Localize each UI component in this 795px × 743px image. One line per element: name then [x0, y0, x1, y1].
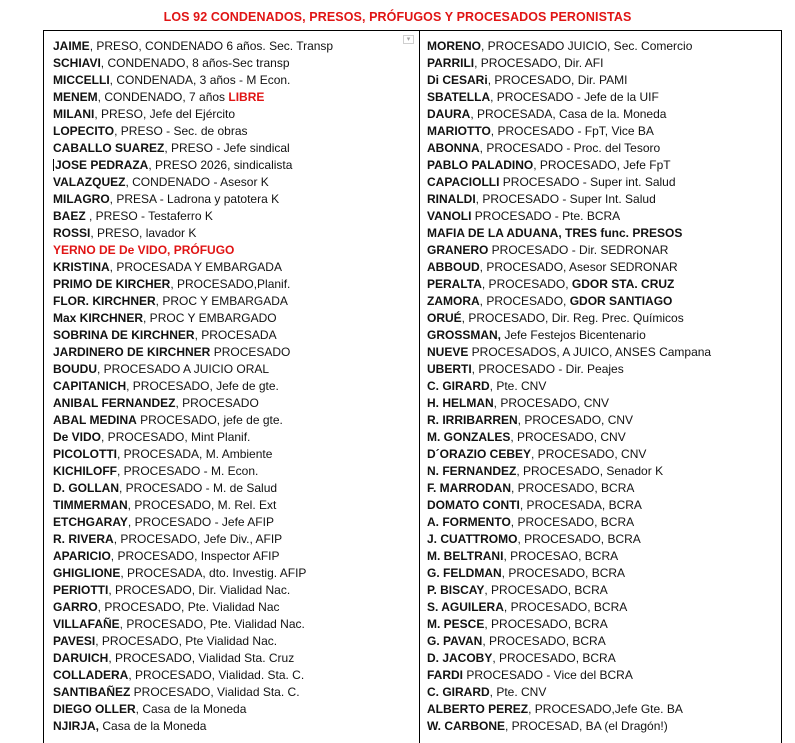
- entry-name: NUEVE: [427, 345, 469, 359]
- entry-name: Di CESARi: [427, 73, 488, 87]
- entry-name: D. GOLLAN: [53, 481, 119, 495]
- list-item: [427, 718, 777, 735]
- list-item: [53, 429, 413, 446]
- entry-name: PRIMO DE KIRCHER: [53, 277, 171, 291]
- list-item: [427, 106, 777, 123]
- entry-name: PARRILI: [427, 56, 475, 70]
- entry-name: JAIME: [53, 39, 90, 53]
- entry-status: , CONDENADA, 3 años - M Econ.: [109, 73, 291, 87]
- entry-status: , PROCESADO - M. de Salud: [119, 481, 278, 495]
- entry-name: GARRO: [53, 600, 98, 614]
- entry-name: MICCELLI: [53, 73, 110, 87]
- entry-status: , PROCESADO: [175, 396, 259, 410]
- list-item: [427, 242, 777, 259]
- entry-status: , PROCESADO, Jefe Div., AFIP: [113, 532, 283, 546]
- entry-name: VALAZQUEZ: [53, 175, 126, 189]
- entry-status: , PROCESADO, Pte. Vialidad Nac.: [119, 617, 305, 631]
- entry-status: , PROCESADO, CNV: [493, 396, 610, 410]
- entry-name: VANOLI: [427, 209, 472, 223]
- names-table: [43, 30, 782, 743]
- entry-name: VILLAFAÑE: [53, 617, 120, 631]
- list-item: [427, 344, 777, 361]
- entry-name: LOPECITO: [53, 124, 115, 138]
- entry-name: MILANI: [53, 107, 95, 121]
- entry-status: , PROCESADO, BCRA: [484, 583, 608, 597]
- entry-name: SOBRINA DE KIRCHNER: [53, 328, 195, 342]
- entry-name: D´ORAZIO CEBEY: [427, 447, 532, 461]
- list-item: [427, 361, 777, 378]
- list-item: [53, 38, 413, 55]
- entry-name: M. PESCE: [427, 617, 485, 631]
- entry-status: , PROCESADO, Vialidad Sta. Cruz: [108, 651, 295, 665]
- entry-name: JOSE PEDRAZA: [55, 158, 149, 172]
- entry-name: ABONNA: [427, 141, 480, 155]
- entry-status: , PROCESADO, BCRA: [492, 651, 616, 665]
- entry-name: DARUICH: [53, 651, 109, 665]
- list-item: [427, 310, 777, 327]
- entry-status: , PROCESADO, BCRA: [482, 634, 606, 648]
- list-item: [427, 157, 777, 174]
- entry-status: PROCESADO: [210, 345, 291, 359]
- list-item: [427, 208, 777, 225]
- list-item: [53, 701, 413, 718]
- entry-name: BOUDU: [53, 362, 97, 376]
- entry-name: UBERTI: [427, 362, 472, 376]
- entry-name: ANIBAL FERNANDEZ: [53, 396, 176, 410]
- entry-name: DOMATO CONTI: [427, 498, 520, 512]
- list-item: [427, 293, 777, 310]
- entry-name: W. CARBONE: [427, 719, 505, 733]
- entry-status: , PROCESADO - Proc. del Tesoro: [479, 141, 661, 155]
- entry-status: , PROCESADO, Jefe de gte.: [126, 379, 279, 393]
- list-item: [53, 293, 413, 310]
- entry-name: De VIDO: [53, 430, 102, 444]
- list-item: [427, 429, 777, 446]
- entry-name: C. GIRARD: [427, 379, 490, 393]
- entry-name: APARICIO: [53, 549, 111, 563]
- list-item: [53, 718, 413, 735]
- list-item: [53, 514, 413, 531]
- list-item: [427, 667, 777, 684]
- entry-name: P. BISCAY: [427, 583, 485, 597]
- entry-name: MILAGRO: [53, 192, 110, 206]
- entry-name: KICHILOFF: [53, 464, 117, 478]
- list-item: [53, 378, 413, 395]
- entry-status: , PRESO - Testaferro K: [85, 209, 213, 223]
- entry-name: DIEGO OLLER: [53, 702, 136, 716]
- list-item: [53, 446, 413, 463]
- entry-status: , PRESO, lavador K: [90, 226, 197, 240]
- entry-name: M. BELTRANI: [427, 549, 504, 563]
- list-item: [427, 191, 777, 208]
- list-item: [427, 480, 777, 497]
- entry-name: PERIOTTI: [53, 583, 109, 597]
- entry-status: , PROC Y EMBARGADA: [155, 294, 288, 308]
- list-item: [53, 497, 413, 514]
- entry-status: , PROCESAO, BCRA: [503, 549, 619, 563]
- column-divider: [419, 31, 420, 743]
- entry-name: H. HELMAN: [427, 396, 494, 410]
- list-item: [427, 684, 777, 701]
- entry-name: ABBOUD: [427, 260, 480, 274]
- entry-name: A. FORMENTO: [427, 515, 511, 529]
- entry-status: , PROCESADO - M. Econ.: [117, 464, 259, 478]
- entry-status: , PROCESADO, BCRA: [510, 515, 635, 529]
- list-item: [427, 174, 777, 191]
- entry-name: JARDINERO DE KIRCHNER: [53, 345, 211, 359]
- list-item: [53, 616, 413, 633]
- entry-name: KRISTINA: [53, 260, 110, 274]
- entry-status: , PROCESADA, dto. Investig. AFIP: [120, 566, 307, 580]
- entry-status: PROCESADO - Pte. BCRA: [471, 209, 621, 223]
- entry-status: , PRESO, Jefe del Ejército: [94, 107, 236, 121]
- entry-name: PABLO PALADINO: [427, 158, 534, 172]
- list-item: [427, 599, 777, 616]
- entry-status: Casa de la Moneda: [99, 719, 207, 733]
- list-item: [53, 242, 413, 259]
- list-item: [53, 633, 413, 650]
- entry-name: GROSSMAN,: [427, 328, 502, 342]
- entry-status: , PROCESADO, Inspector AFIP: [110, 549, 280, 563]
- entry-status: , PROCESADA Y EMBARGADA: [109, 260, 282, 274]
- entry-status: , PROCESADO,Planif.: [170, 277, 291, 291]
- entry-name: G. PAVAN: [427, 634, 483, 648]
- entry-name: GRANERO: [427, 243, 489, 257]
- list-item: [53, 582, 413, 599]
- entry-status: PROCESADO - Super int. Salud: [499, 175, 676, 189]
- list-item: [53, 191, 413, 208]
- list-item: [427, 412, 777, 429]
- entry-name: CABALLO SUAREZ: [53, 141, 165, 155]
- entry-status: PROCESADO, Vialidad Sta. C.: [130, 685, 300, 699]
- list-item: [53, 310, 413, 327]
- entry-name: ORUÉ: [427, 311, 462, 325]
- entry-status: , PROCESADO, M. Rel. Ext: [127, 498, 277, 512]
- entry-status: , PROCESADO - Dir. Peajes: [471, 362, 624, 376]
- list-item: [53, 89, 413, 106]
- entry-status: , PROCESADO,: [479, 294, 570, 308]
- list-item: [53, 157, 413, 174]
- entry-status: , PROCESADO A JUICIO ORAL: [97, 362, 270, 376]
- entry-status: , CONDENADO, 7 años: [97, 90, 229, 104]
- entry-name: ROSSI: [53, 226, 91, 240]
- entry-status: , PROCESADO, BCRA: [517, 532, 641, 546]
- list-item: [53, 225, 413, 242]
- entry-status: , PROCESADO, Mint Planif.: [101, 430, 251, 444]
- entry-name: PERALTA: [427, 277, 482, 291]
- entry-status: , PROC Y EMBARGADO: [143, 311, 277, 325]
- entry-status: , PRESO - Sec. de obras: [114, 124, 248, 138]
- entry-status: , CONDENADO, 8 años-Sec transp: [100, 56, 290, 70]
- right-column: [427, 38, 777, 735]
- entry-status: , PROCESADO JUICIO, Sec. Comercio: [481, 39, 693, 53]
- entry-status: , PROCESADA, Casa de la. Moneda: [470, 107, 667, 121]
- chevron-down-icon[interactable]: ▾: [403, 35, 414, 44]
- list-item: [427, 548, 777, 565]
- list-item: [53, 684, 413, 701]
- entry-status: , PROCESADO, Dir. Reg. Prec. Químicos: [461, 311, 684, 325]
- entry-status: , PROCESADO, BCRA: [484, 617, 608, 631]
- entry-name: YERNO DE De VIDO, PRÓFUGO: [53, 243, 235, 257]
- entry-status: , PRESA - Ladrona y patotera K: [109, 192, 280, 206]
- entry-highlight: GDOR STA. CRUZ: [571, 277, 675, 291]
- list-item: [427, 616, 777, 633]
- entry-name: PICOLOTTI: [53, 447, 117, 461]
- entry-name: J. CUATTROMO: [427, 532, 518, 546]
- entry-name: PAVESI: [53, 634, 96, 648]
- list-item: [53, 412, 413, 429]
- list-item: [53, 55, 413, 72]
- entry-name: MAFIA DE LA ADUANA, TRES func. PRESOS: [427, 226, 683, 240]
- list-item: [53, 72, 413, 89]
- list-item: [53, 395, 413, 412]
- entry-name: ETCHGARAY: [53, 515, 128, 529]
- list-item: [427, 327, 777, 344]
- list-item: [427, 225, 777, 242]
- entry-name: G. FELDMAN: [427, 566, 502, 580]
- entry-status: , PROCESADO, Pte Vialidad Nac.: [95, 634, 278, 648]
- list-item: [427, 650, 777, 667]
- entry-name: GHIGLIONE: [53, 566, 121, 580]
- entry-status: PROCESADO - Vice del BCRA: [463, 668, 633, 682]
- list-item: [53, 344, 413, 361]
- entry-name: SANTIBAÑEZ: [53, 685, 131, 699]
- entry-status: , PROCESADO - Jefe de la UIF: [490, 90, 659, 104]
- entry-name: MENEM: [53, 90, 98, 104]
- list-item: [53, 599, 413, 616]
- entry-highlight: GDOR SANTIAGO: [569, 294, 673, 308]
- list-item: [53, 361, 413, 378]
- entry-status: , PROCESADO, BCRA: [511, 481, 635, 495]
- entry-status: , PROCESAD, BA (el Dragón!): [505, 719, 668, 733]
- entry-name: Max KIRCHNER: [53, 311, 144, 325]
- list-item: [427, 701, 777, 718]
- list-item: [427, 38, 777, 55]
- list-item: [427, 89, 777, 106]
- entry-name: COLLADERA: [53, 668, 129, 682]
- list-item: [427, 582, 777, 599]
- entry-name: ABAL MEDINA: [53, 413, 137, 427]
- list-item: [427, 378, 777, 395]
- list-item: [53, 531, 413, 548]
- list-item: [53, 123, 413, 140]
- list-item: [427, 497, 777, 514]
- list-item: [427, 633, 777, 650]
- entry-name: TIMMERMAN: [53, 498, 128, 512]
- left-column: [53, 38, 413, 735]
- entry-status: PROCESADO - Dir. SEDRONAR: [488, 243, 669, 257]
- entry-name: M. GONZALES: [427, 430, 511, 444]
- list-item: [53, 548, 413, 565]
- list-item: [53, 650, 413, 667]
- entry-status: , Casa de la Moneda: [135, 702, 247, 716]
- list-item: [427, 565, 777, 582]
- list-item: [427, 140, 777, 157]
- entry-status: , PROCESADO, Asesor SEDRONAR: [479, 260, 678, 274]
- entry-status: Jefe Festejos Bicentenario: [501, 328, 646, 342]
- list-item: [427, 446, 777, 463]
- list-item: [53, 276, 413, 293]
- list-item: [427, 259, 777, 276]
- list-item: [53, 667, 413, 684]
- entry-status: , PROCESADA: [194, 328, 277, 342]
- entry-name: NJIRJA,: [53, 719, 100, 733]
- entry-name: F. MARRODAN: [427, 481, 511, 495]
- entry-status: , PROCESADO - Jefe AFIP: [127, 515, 274, 529]
- entry-status: , PROCESADO,: [481, 277, 572, 291]
- entry-status: , PROCESADO - FpT, Vice BA: [490, 124, 654, 138]
- entry-name: D. JACOBY: [427, 651, 493, 665]
- list-item: [53, 327, 413, 344]
- list-item: [53, 259, 413, 276]
- entry-name: SBATELLA: [427, 90, 491, 104]
- entry-name: ZAMORA: [427, 294, 480, 308]
- entry-status: , PROCESADO, Dir. AFI: [474, 56, 604, 70]
- entry-name: FARDI: [427, 668, 463, 682]
- entry-status: , PRESO - Jefe sindical: [164, 141, 290, 155]
- entry-status: , CONDENADO - Asesor K: [125, 175, 269, 189]
- list-item: [53, 208, 413, 225]
- entry-name: MORENO: [427, 39, 481, 53]
- entry-status: , Pte. CNV: [489, 379, 547, 393]
- entry-name: R. IRRIBARREN: [427, 413, 518, 427]
- entry-name: S. AGUILERA: [427, 600, 504, 614]
- list-item: [427, 463, 777, 480]
- entry-name: DAURA: [427, 107, 471, 121]
- entry-status: , PROCESADA, BCRA: [519, 498, 642, 512]
- list-item: [53, 140, 413, 157]
- entry-status: , PRESO, CONDENADO 6 años. Sec. Transp: [89, 39, 334, 53]
- entry-status: , PROCESADO - Super Int. Salud: [475, 192, 656, 206]
- entry-status: , PROCESADO, Jefe FpT: [533, 158, 671, 172]
- entry-status: , PROCESADO, CNV: [517, 413, 634, 427]
- list-item: [427, 72, 777, 89]
- entry-status: , PROCESADO, Dir. Vialidad Nac.: [108, 583, 291, 597]
- entry-status: , PROCESADO, Dir. PAMI: [487, 73, 628, 87]
- entry-status: , PROCESADO, BCRA: [501, 566, 626, 580]
- page-title: LOS 92 CONDENADOS, PRESOS, PRÓFUGOS Y PROCESADOS PERONISTAS: [163, 10, 632, 24]
- entry-status: , PROCESADO, Pte. Vialidad Nac: [97, 600, 280, 614]
- entry-name: RINALDI: [427, 192, 476, 206]
- entry-name: ALBERTO PEREZ: [427, 702, 529, 716]
- list-item: [427, 123, 777, 140]
- entry-highlight: LIBRE: [228, 90, 265, 104]
- list-item: [427, 395, 777, 412]
- list-item: [427, 276, 777, 293]
- entry-status: , PROCESADA, M. Ambiente: [117, 447, 273, 461]
- entry-name: R. RIVERA: [53, 532, 114, 546]
- entry-status: , PROCESADO,Jefe Gte. BA: [528, 702, 683, 716]
- entry-status: , Pte. CNV: [489, 685, 547, 699]
- list-item: [53, 463, 413, 480]
- entry-name: SCHIAVI: [53, 56, 101, 70]
- entry-name: MARIOTTO: [427, 124, 491, 138]
- entry-name: FLOR. KIRCHNER: [53, 294, 156, 308]
- list-item: [427, 531, 777, 548]
- entry-name: CAPACIOLLI: [427, 175, 500, 189]
- list-item: [427, 514, 777, 531]
- list-item: [427, 55, 777, 72]
- entry-status: PROCESADOS, A JUICO, ANSES Campana: [468, 345, 712, 359]
- entry-name: BAEZ: [53, 209, 86, 223]
- entry-status: , PROCESADO, CNV: [531, 447, 647, 461]
- entry-status: , PROCESADO, BCRA: [503, 600, 628, 614]
- list-item: [53, 480, 413, 497]
- entry-status: , PRESO 2026, sindicalista: [148, 158, 293, 172]
- entry-status: , PROCESADO, CNV: [510, 430, 626, 444]
- list-item: [53, 106, 413, 123]
- entry-name: CAPITANICH: [53, 379, 127, 393]
- list-item: [53, 174, 413, 191]
- entry-name: C. GIRARD: [427, 685, 490, 699]
- list-item: [53, 565, 413, 582]
- entry-status: , PROCESADO, Senador K: [516, 464, 664, 478]
- text-cursor: [53, 159, 54, 171]
- entry-name: N. FERNANDEZ: [427, 464, 517, 478]
- entry-status: PROCESADO, jefe de gte.: [136, 413, 283, 427]
- entry-status: , PROCESADO, Vialidad. Sta. C.: [128, 668, 305, 682]
